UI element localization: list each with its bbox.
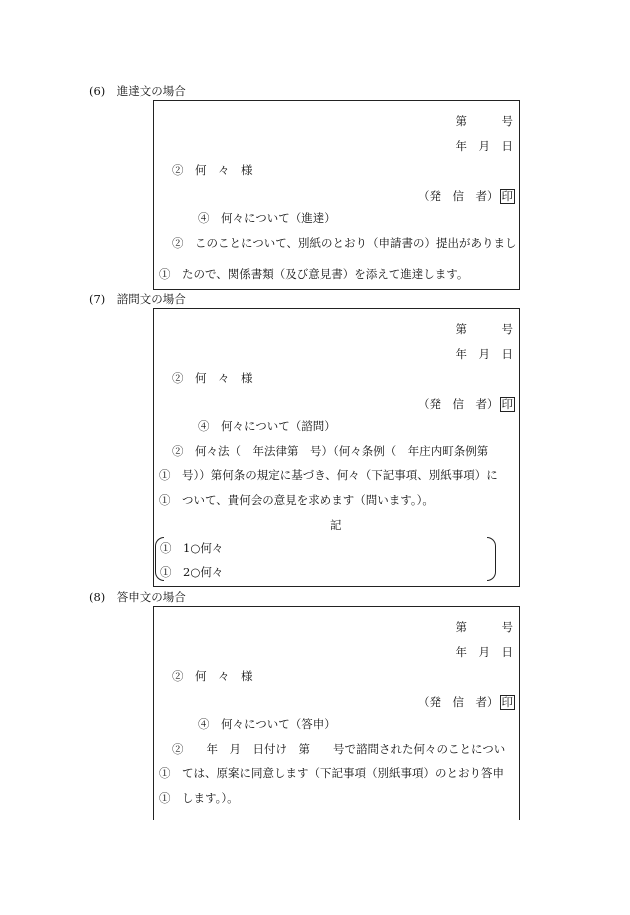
body-line: ① 号））第何条の規定に基づき、何々（下記事項、別紙事項）に — [159, 468, 498, 482]
subject-line: ④ 何々について（進達） — [198, 211, 336, 225]
body-line: ① たので、関係書類（及び意見書）を添えて進達します。 — [159, 267, 469, 281]
date-line: 年 月 日 — [455, 347, 513, 361]
document-number-line: 第 号 — [455, 114, 513, 128]
addressee: ② 何 々 様 — [172, 371, 253, 385]
list-item: ① 1○何々 — [160, 541, 224, 555]
sender-label: （発 信 者） — [418, 695, 499, 709]
body-line: ② 何々法（ 年法律第 号）（何々条例（ 年庄内町条例第 — [172, 444, 489, 458]
body-line: ① します。）。 — [159, 791, 239, 805]
section-7-title: (7) 諮問文の場合 — [89, 292, 186, 306]
subject-line: ④ 何々について（答申） — [198, 717, 336, 731]
section-6-frame — [153, 100, 520, 290]
list-item: ① 2○何々 — [160, 565, 224, 579]
sender-label: （発 信 者） — [418, 397, 499, 411]
sender-line — [418, 695, 515, 710]
section-6-title: (6) 進達文の場合 — [89, 84, 186, 98]
seal-stamp-icon: 印 — [501, 189, 513, 203]
document-number-line: 第 号 — [455, 322, 513, 336]
body-line: ② このことについて、別紙のとおり（申請書の）提出がありまし — [172, 236, 517, 250]
ki-heading: 記 — [330, 518, 342, 532]
date-line: 年 月 日 — [455, 645, 513, 659]
right-bracket — [487, 537, 496, 581]
body-line: ① ついて、貴何会の意見を求めます（問います。）。 — [159, 493, 434, 507]
body-line: ② 年 月 日付け 第 号で諮問された何々のことについ — [172, 742, 506, 756]
section-8-frame — [153, 606, 520, 820]
sender-line — [418, 189, 515, 204]
document-number-line: 第 号 — [455, 620, 513, 634]
seal-stamp-icon: 印 — [501, 397, 513, 411]
sender-line — [418, 397, 515, 412]
addressee: ② 何 々 様 — [172, 669, 253, 683]
date-line: 年 月 日 — [455, 139, 513, 153]
subject-line: ④ 何々について（諮問） — [198, 419, 336, 433]
section-8-title: (8) 答申文の場合 — [89, 590, 186, 604]
section-7-frame — [153, 308, 520, 587]
sender-label: （発 信 者） — [418, 189, 499, 203]
body-line: ① ては、原案に同意します（下記事項（別紙事項）のとおり答申 — [159, 766, 504, 780]
addressee: ② 何 々 様 — [172, 163, 253, 177]
seal-stamp-icon: 印 — [501, 695, 513, 709]
